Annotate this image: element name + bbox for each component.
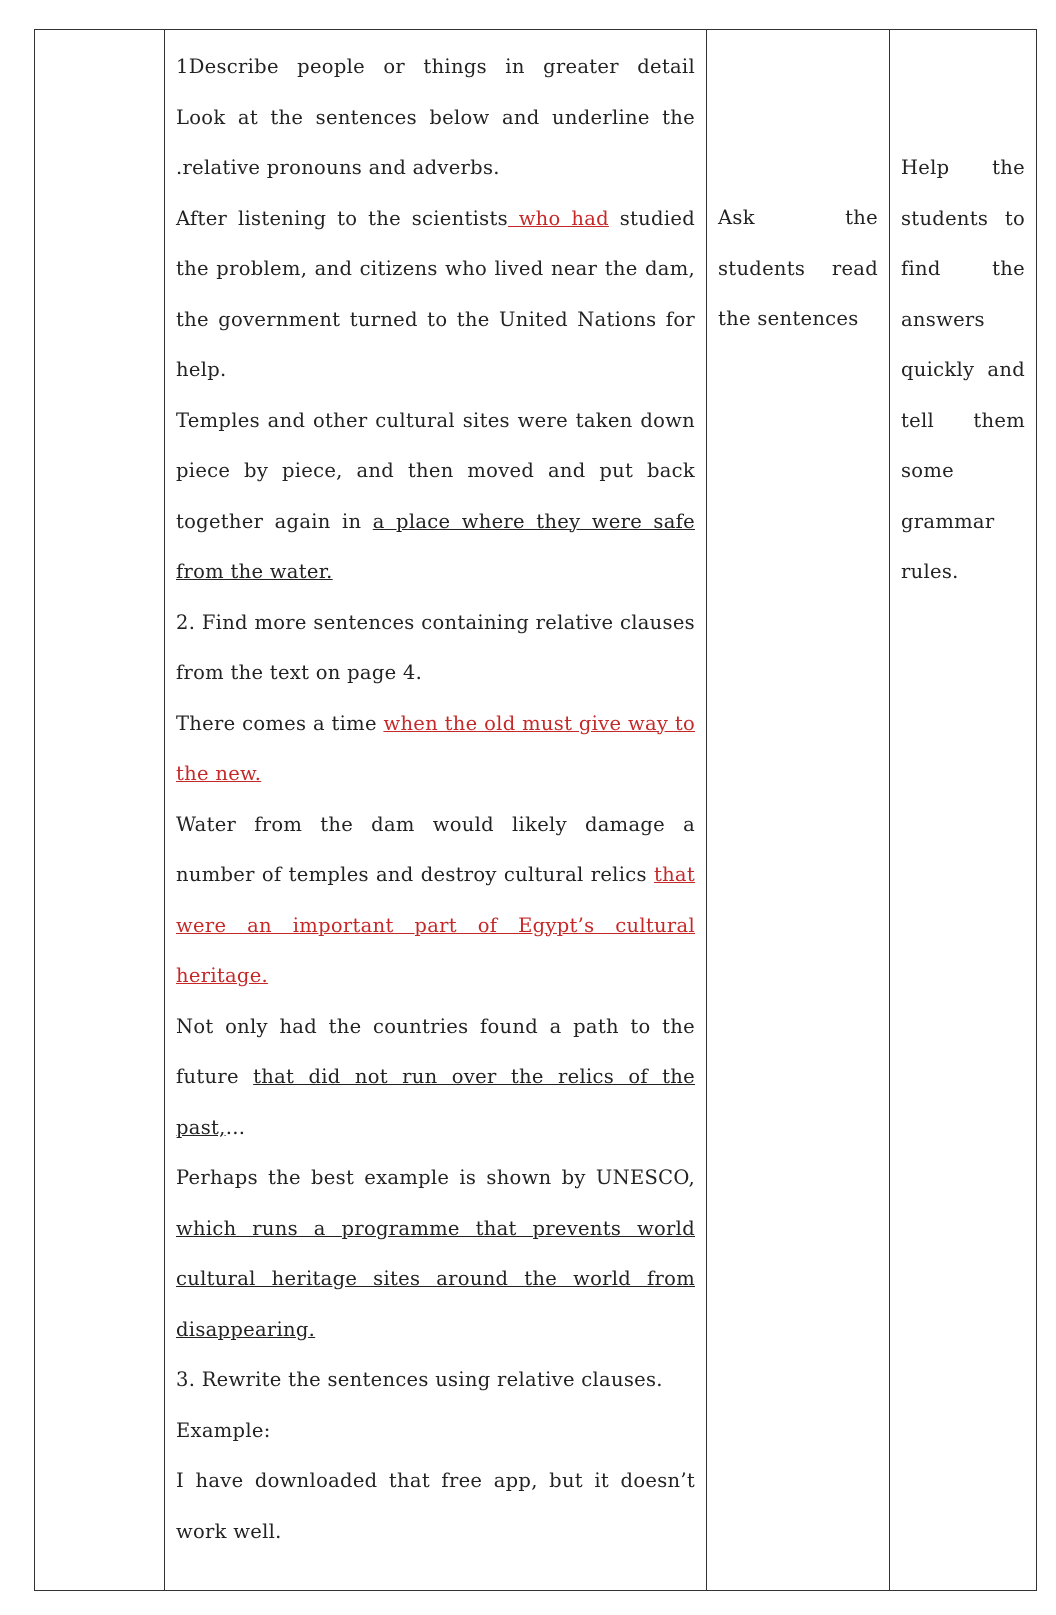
section-1-title: 1Describe people or things in greater detail <box>176 55 695 78</box>
lesson-plan-table <box>34 29 1037 1591</box>
underlined-relative-clause: a place where they were safe from the water. <box>176 509 695 583</box>
section-1-example-2: Temples and other cultural sites were taken down piece by piece, and then moved and put back together again in a place where they were safe from the water. <box>176 408 695 583</box>
underlined-relative-clause: that did not run over the relics of the past, <box>176 1065 695 1139</box>
section-3-example-text: I have downloaded that free app, but it doesn’t work well. <box>176 1469 695 1543</box>
design-intent-text: Help the students to find the answers quickly and tell them some grammar rules. <box>901 156 1025 583</box>
section-2-example-4: Perhaps the best example is shown by UNESCO, which runs a programme that prevents world cultural heritage sites around the world from disappearing. <box>176 1166 695 1341</box>
design-intent-cell <box>890 30 1037 1591</box>
activities-cell <box>165 30 707 1591</box>
section-2-example-2: Water from the dam would likely damage a number of temples and destroy cultural relics that were an important part of Egypt’s cultural heritage. <box>176 812 695 987</box>
student-activity-cell <box>707 30 890 1591</box>
underlined-relative-clause: which runs a programme that prevents world cultural heritage sites around the world from disappearing. <box>176 1216 695 1341</box>
section-3-example-label: Example: <box>176 1418 271 1442</box>
section-1-example-1: After listening to the scientists who had studied the problem, and citizens who lived near the dam, the government turned to the United Nations for help. <box>176 206 695 381</box>
table-row <box>35 30 1037 1591</box>
highlighted-relative-clause: when the old must give way to the new. <box>176 711 695 785</box>
section-1-instruction: Look at the sentences below and underline the .relative pronouns and adverbs. <box>176 105 695 179</box>
student-activity-text: Ask the students read the sentences <box>718 206 878 330</box>
section-3-title: 3. Rewrite the sentences using relative clauses. <box>176 1368 663 1391</box>
stage-cell <box>35 30 165 1591</box>
section-2-title: 2. Find more sentences containing relative clauses from the text on page 4. <box>176 610 695 684</box>
highlighted-relative-clause: who had <box>507 206 609 230</box>
section-2-example-3: Not only had the countries found a path to the future that did not run over the relics of the past,… <box>176 1014 695 1139</box>
section-2-example-1: There comes a time when the old must give way to the new. <box>176 711 695 785</box>
highlighted-relative-clause: that were an important part of Egypt’s cultural heritage. <box>176 863 695 987</box>
